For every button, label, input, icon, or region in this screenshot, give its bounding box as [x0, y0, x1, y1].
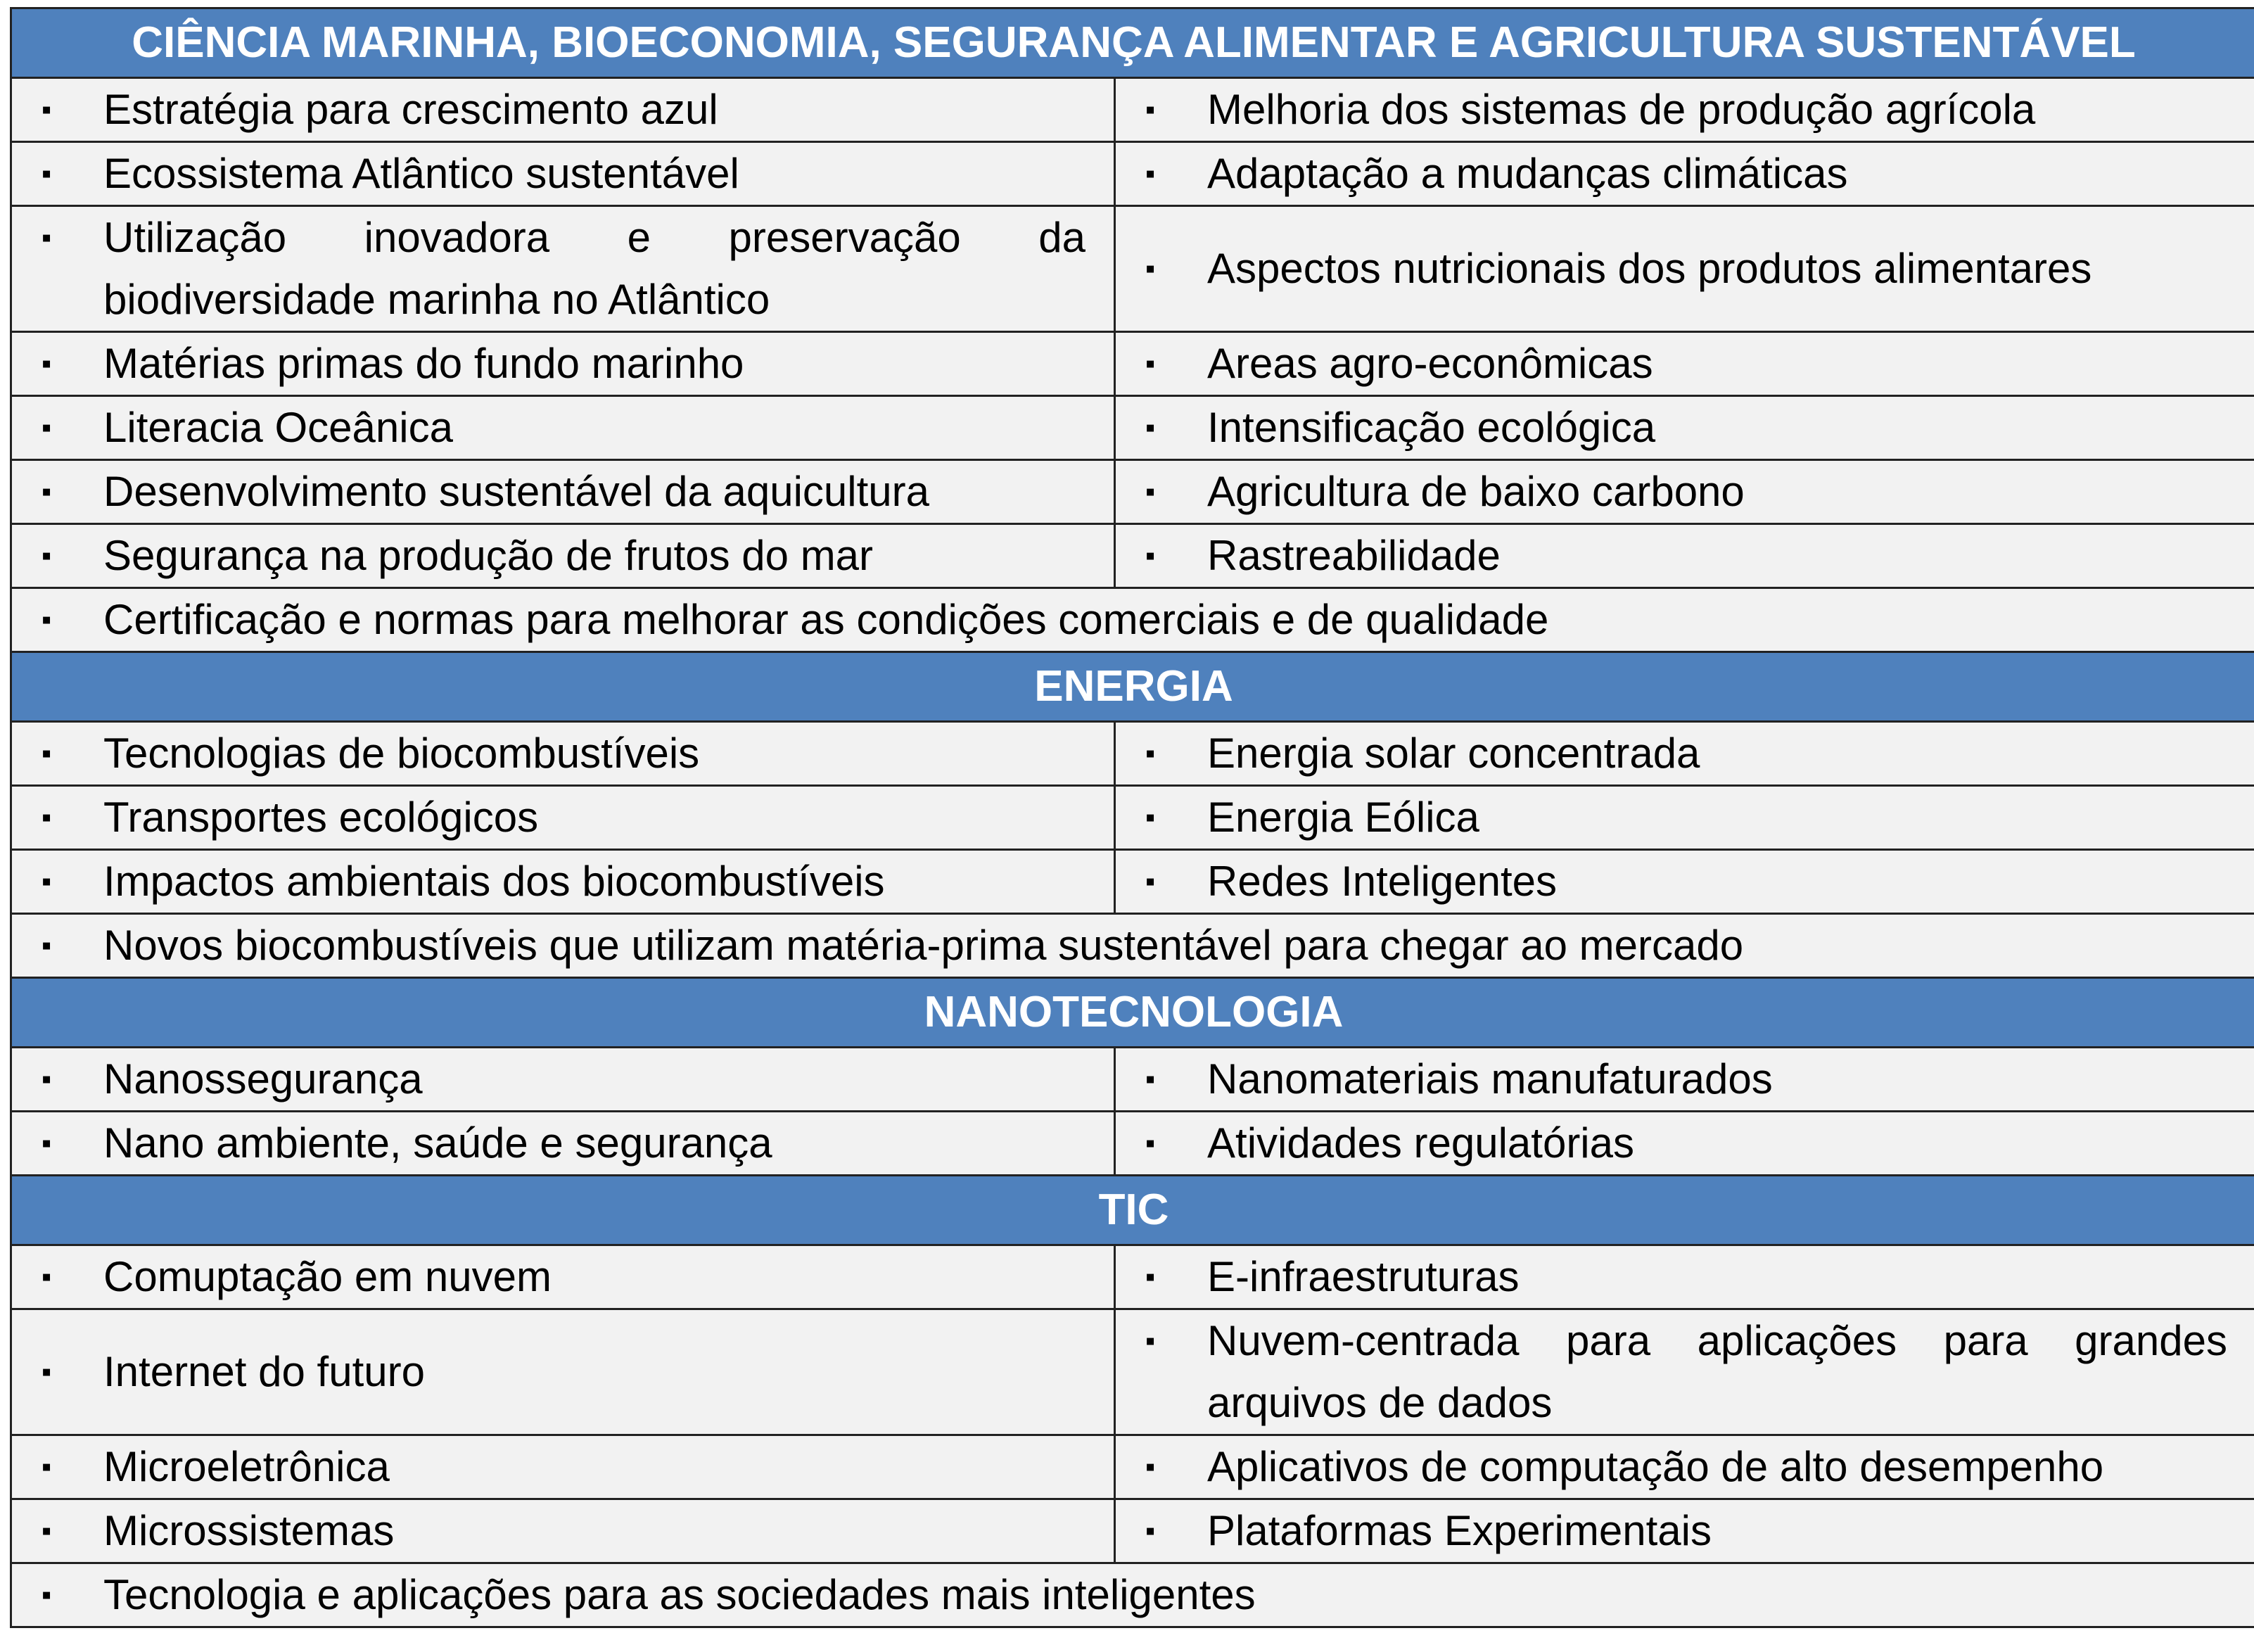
topic-cell-left	[11, 142, 1115, 206]
table-row	[11, 850, 2254, 914]
topics-table	[10, 7, 2254, 1628]
topic-text: Nuvem-centrada para aplicações para grandes arquivos de dados	[1207, 1317, 2227, 1426]
topic-cell-right	[1115, 396, 2254, 460]
bullet-icon: ▪	[1145, 158, 1156, 189]
topic-text: Internet do futuro	[103, 1348, 425, 1395]
topic-text: Transportes ecológicos	[103, 794, 539, 841]
topic-text: Comuptação em nuvem	[103, 1253, 552, 1300]
section-title: ENERGIA	[11, 652, 2254, 722]
topic-text: Tecnologias de biocombustíveis	[103, 730, 700, 777]
bullet-icon: ▪	[1145, 866, 1156, 897]
bullet-icon: ▪	[42, 866, 52, 897]
bullet-icon: ▪	[1145, 412, 1156, 443]
topic-cell-left	[11, 786, 1115, 850]
bullet-icon: ▪	[42, 930, 52, 961]
section-title: NANOTECNOLOGIA	[11, 978, 2254, 1048]
table-row	[11, 78, 2254, 142]
bullet-icon: ▪	[42, 94, 52, 125]
topic-cell-left	[11, 722, 1115, 786]
topic-cell-right	[1115, 460, 2254, 524]
bullet-icon: ▪	[42, 604, 52, 635]
section-title: TIC	[11, 1176, 2254, 1245]
topic-cell-left	[11, 78, 1115, 142]
table-row	[11, 1048, 2254, 1112]
topic-text: Literacia Oceânica	[103, 404, 453, 451]
topic-cell-right	[1115, 142, 2254, 206]
table-row	[11, 1245, 2254, 1309]
section-header-row	[11, 8, 2254, 78]
bullet-icon: ▪	[42, 1451, 52, 1482]
topic-text: Utilização inovadora e preservação da biodiversidade marinha no Atlântico	[103, 214, 1085, 323]
topic-text: Nanomateriais manufaturados	[1207, 1055, 1773, 1103]
topic-text: Microssistemas	[103, 1507, 395, 1554]
bullet-icon: ▪	[42, 1516, 52, 1546]
bullet-icon: ▪	[1145, 1451, 1156, 1482]
topic-cell-left	[11, 1309, 1115, 1435]
topic-text: Nano ambiente, saúde e segurança	[103, 1119, 772, 1167]
bullet-icon: ▪	[1145, 1064, 1156, 1095]
topic-text: Adaptação a mudanças climáticas	[1207, 150, 1848, 197]
topic-text: Estratégia para crescimento azul	[103, 86, 718, 133]
table-row	[11, 1112, 2254, 1176]
topic-text: Agricultura de baixo carbono	[1207, 468, 1745, 515]
topics-table-body	[11, 8, 2254, 1627]
bullet-icon: ▪	[42, 1356, 52, 1387]
topic-text: Desenvolvimento sustentável da aquicultura	[103, 468, 930, 515]
bullet-icon: ▪	[1145, 1262, 1156, 1292]
topic-cell-left	[11, 1048, 1115, 1112]
topic-cell-left	[11, 1499, 1115, 1563]
bullet-icon: ▪	[42, 540, 52, 571]
section-header-row	[11, 978, 2254, 1048]
topic-cell-left	[11, 850, 1115, 914]
bullet-icon: ▪	[42, 802, 52, 833]
bullet-icon: ▪	[42, 222, 52, 253]
topic-cell-right	[1115, 332, 2254, 396]
bullet-icon: ▪	[1145, 540, 1156, 571]
bullet-icon: ▪	[42, 158, 52, 189]
topic-cell-right	[1115, 1309, 2254, 1435]
topic-cell-right	[1115, 206, 2254, 332]
table-row	[11, 1435, 2254, 1499]
topic-cell-right	[1115, 78, 2254, 142]
topic-text: Novos biocombustíveis que utilizam matéria-prima sustentável para chegar ao mercado	[103, 922, 1744, 969]
topic-text: Certificação e normas para melhorar as condições comerciais e de qualidade	[103, 596, 1549, 643]
topic-cell-right	[1115, 524, 2254, 588]
topic-text: Energia solar concentrada	[1207, 730, 1700, 777]
topic-cell-right	[1115, 722, 2254, 786]
topic-cell-left	[11, 396, 1115, 460]
topic-cell-left	[11, 206, 1115, 332]
bullet-icon: ▪	[1145, 94, 1156, 125]
topic-cell-right	[1115, 1112, 2254, 1176]
topic-cell-left	[11, 332, 1115, 396]
table-row	[11, 206, 2254, 332]
bullet-icon: ▪	[42, 1128, 52, 1159]
bullet-icon: ▪	[1145, 348, 1156, 379]
section-header-row	[11, 652, 2254, 722]
topic-cell-left	[11, 524, 1115, 588]
bullet-icon: ▪	[42, 738, 52, 769]
table-row	[11, 786, 2254, 850]
topic-text: E-infraestruturas	[1207, 1253, 1520, 1300]
bullet-icon: ▪	[1145, 253, 1156, 284]
bullet-icon: ▪	[1145, 738, 1156, 769]
table-row	[11, 1563, 2254, 1627]
topic-text: Impactos ambientais dos biocombustíveis	[103, 858, 885, 905]
topic-text: Rastreabilidade	[1207, 532, 1501, 579]
topic-text: Microeletrônica	[103, 1443, 390, 1490]
topic-text: Matérias primas do fundo marinho	[103, 340, 744, 387]
topic-text: Plataformas Experimentais	[1207, 1507, 1712, 1554]
bullet-icon: ▪	[42, 1580, 52, 1610]
topic-cell-right	[1115, 1435, 2254, 1499]
bullet-icon: ▪	[1145, 1128, 1156, 1159]
topic-cell-right	[1115, 1048, 2254, 1112]
bullet-icon: ▪	[42, 476, 52, 507]
table-row	[11, 524, 2254, 588]
bullet-icon: ▪	[42, 348, 52, 379]
topic-cell-left	[11, 1435, 1115, 1499]
bullet-icon: ▪	[42, 412, 52, 443]
topic-cell-right	[1115, 1499, 2254, 1563]
topic-cell-full	[11, 1563, 2254, 1627]
topic-text: Aspectos nutricionais dos produtos alimentares	[1207, 245, 2092, 292]
topic-text: Intensificação ecológica	[1207, 404, 1656, 451]
topic-text: Tecnologia e aplicações para as sociedades mais inteligentes	[103, 1571, 1256, 1618]
topic-text: Energia Eólica	[1207, 794, 1479, 841]
topic-text: Ecossistema Atlântico sustentável	[103, 150, 739, 197]
topic-cell-full	[11, 588, 2254, 652]
bullet-icon: ▪	[42, 1262, 52, 1292]
topic-text: Aplicativos de computação de alto desempenho	[1207, 1443, 2104, 1490]
bullet-icon: ▪	[1145, 802, 1156, 833]
section-header-row	[11, 1176, 2254, 1245]
topic-cell-left	[11, 460, 1115, 524]
table-row	[11, 1309, 2254, 1435]
topic-text: Redes Inteligentes	[1207, 858, 1557, 905]
topic-text: Segurança na produção de frutos do mar	[103, 532, 874, 579]
table-row	[11, 142, 2254, 206]
bullet-icon: ▪	[42, 1064, 52, 1095]
topic-text: Atividades regulatórias	[1207, 1119, 1635, 1167]
bullet-icon: ▪	[1145, 476, 1156, 507]
topic-cell-right	[1115, 850, 2254, 914]
topic-cell-right	[1115, 786, 2254, 850]
topic-text: Nanossegurança	[103, 1055, 423, 1103]
topic-cell-left	[11, 1112, 1115, 1176]
topic-cell-left	[11, 1245, 1115, 1309]
table-row	[11, 396, 2254, 460]
table-row	[11, 332, 2254, 396]
table-row	[11, 588, 2254, 652]
table-row	[11, 460, 2254, 524]
topic-text: Areas agro-econômicas	[1207, 340, 1653, 387]
bullet-icon: ▪	[1145, 1326, 1156, 1356]
section-title: CIÊNCIA MARINHA, BIOECONOMIA, SEGURANÇA ALIMENTAR E AGRICULTURA SUSTENTÁVEL	[11, 8, 2254, 78]
topic-cell-right	[1115, 1245, 2254, 1309]
table-row	[11, 1499, 2254, 1563]
bullet-icon: ▪	[1145, 1516, 1156, 1546]
table-row	[11, 914, 2254, 978]
topic-cell-full	[11, 914, 2254, 978]
table-row	[11, 722, 2254, 786]
topic-text: Melhoria dos sistemas de produção agrícola	[1207, 86, 2036, 133]
